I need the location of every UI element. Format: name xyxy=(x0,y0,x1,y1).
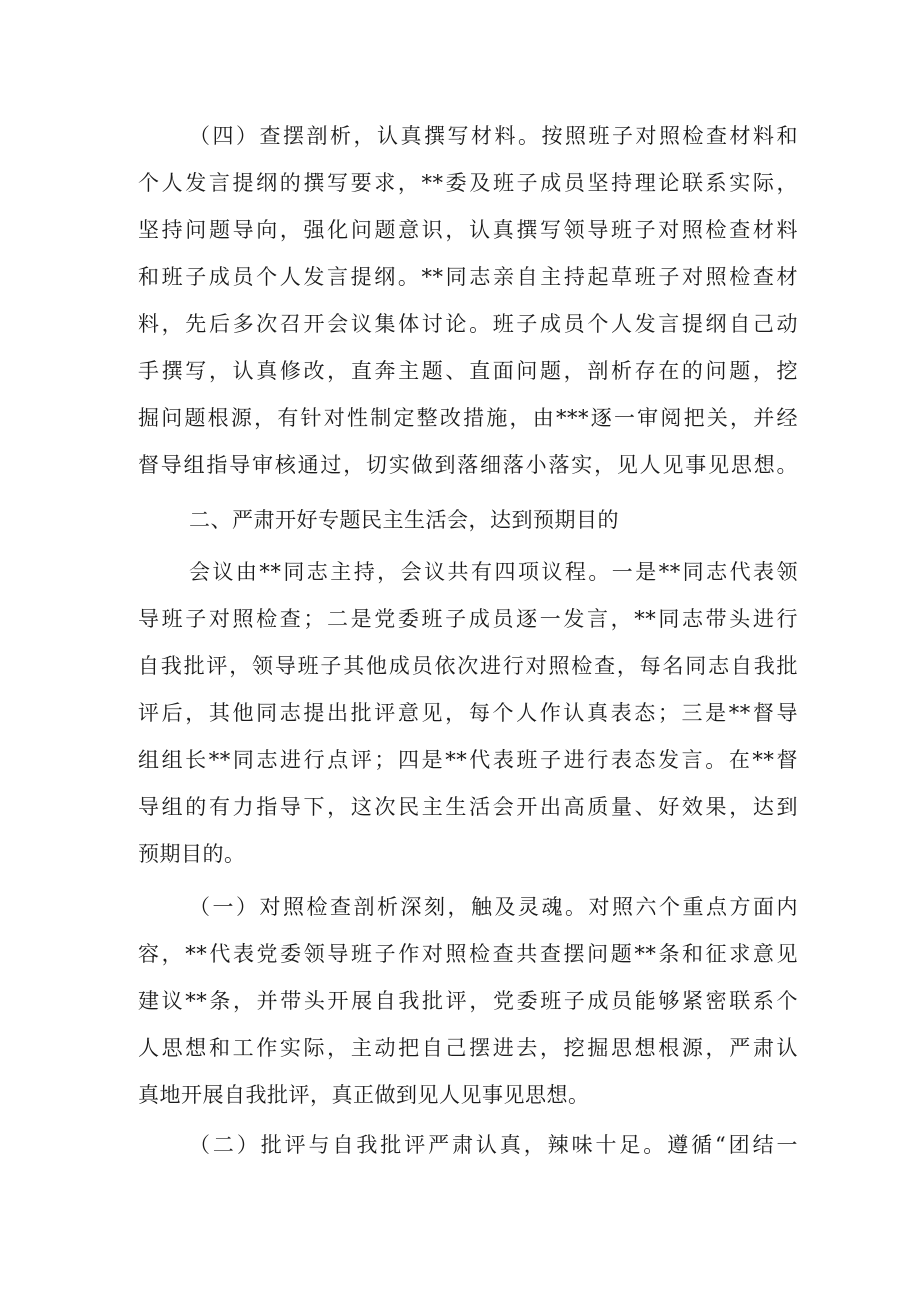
paragraph-line: （一）对照检查剖析深刻，触及灵魂。对照六个重点方面内 xyxy=(189,895,798,919)
paragraph-line: 真地开展自我批评，真正做到见人见事见思想。 xyxy=(138,1083,590,1107)
paragraph-line: 手撰写，认真修改，直奔主题、直面问题，剖析存在的问题，挖 xyxy=(138,359,798,383)
paragraph-line: 会议由**同志主持，会议共有四项议程。一是**同志代表领 xyxy=(189,560,798,584)
section-heading: 二、严肃开好专题民主生活会，达到预期目的 xyxy=(189,508,619,532)
paragraph-line: 个人发言提纲的撰写要求，**委及班子成员坚持理论联系实际， xyxy=(138,171,798,195)
paragraph-line: 人思想和工作实际，主动把自己摆进去，挖掘思想根源，严肃认 xyxy=(138,1036,798,1060)
paragraph-line: 坚持问题导向，强化问题意识，认真撰写领导班子对照检查材料 xyxy=(138,218,798,242)
paragraph-line: 建议**条，并带头开展自我批评，党委班子成员能够紧密联系个 xyxy=(138,989,798,1013)
paragraph-line: （二）批评与自我批评严肃认真，辣味十足。遵循“团结一 xyxy=(189,1133,798,1157)
paragraph-line: 导班子对照检查；二是党委班子成员逐一发言，**同志带头进行 xyxy=(138,607,798,631)
paragraph-line: 导组的有力指导下，这次民主生活会开出高质量、好效果，达到 xyxy=(138,795,798,819)
paragraph-line: 掘问题根源，有针对性制定整改措施，由***逐一审阅把关，并经 xyxy=(138,406,798,430)
paragraph-line: 和班子成员个人发言提纲。**同志亲自主持起草班子对照检查材 xyxy=(138,265,798,289)
paragraph-line: 评后，其他同志提出批评意见，每个人作认真表态；三是**督导 xyxy=(138,701,798,725)
paragraph-line: 容，**代表党委领导班子作对照检查共查摆问题**条和征求意见 xyxy=(138,942,798,966)
paragraph-line: 组组长**同志进行点评；四是**代表班子进行表态发言。在**督 xyxy=(138,748,798,772)
paragraph-line: 督导组指导审核通过，切实做到落细落小落实，见人见事见思想。 xyxy=(138,453,798,477)
paragraph-line: 预期目的。 xyxy=(138,842,246,866)
paragraph-line: （四）查摆剖析，认真撰写材料。按照班子对照检查材料和 xyxy=(189,124,798,148)
paragraph-line: 料，先后多次召开会议集体讨论。班子成员个人发言提纲自己动 xyxy=(138,312,798,336)
paragraph-line: 自我批评，领导班子其他成员依次进行对照检查，每名同志自我批 xyxy=(138,654,798,678)
